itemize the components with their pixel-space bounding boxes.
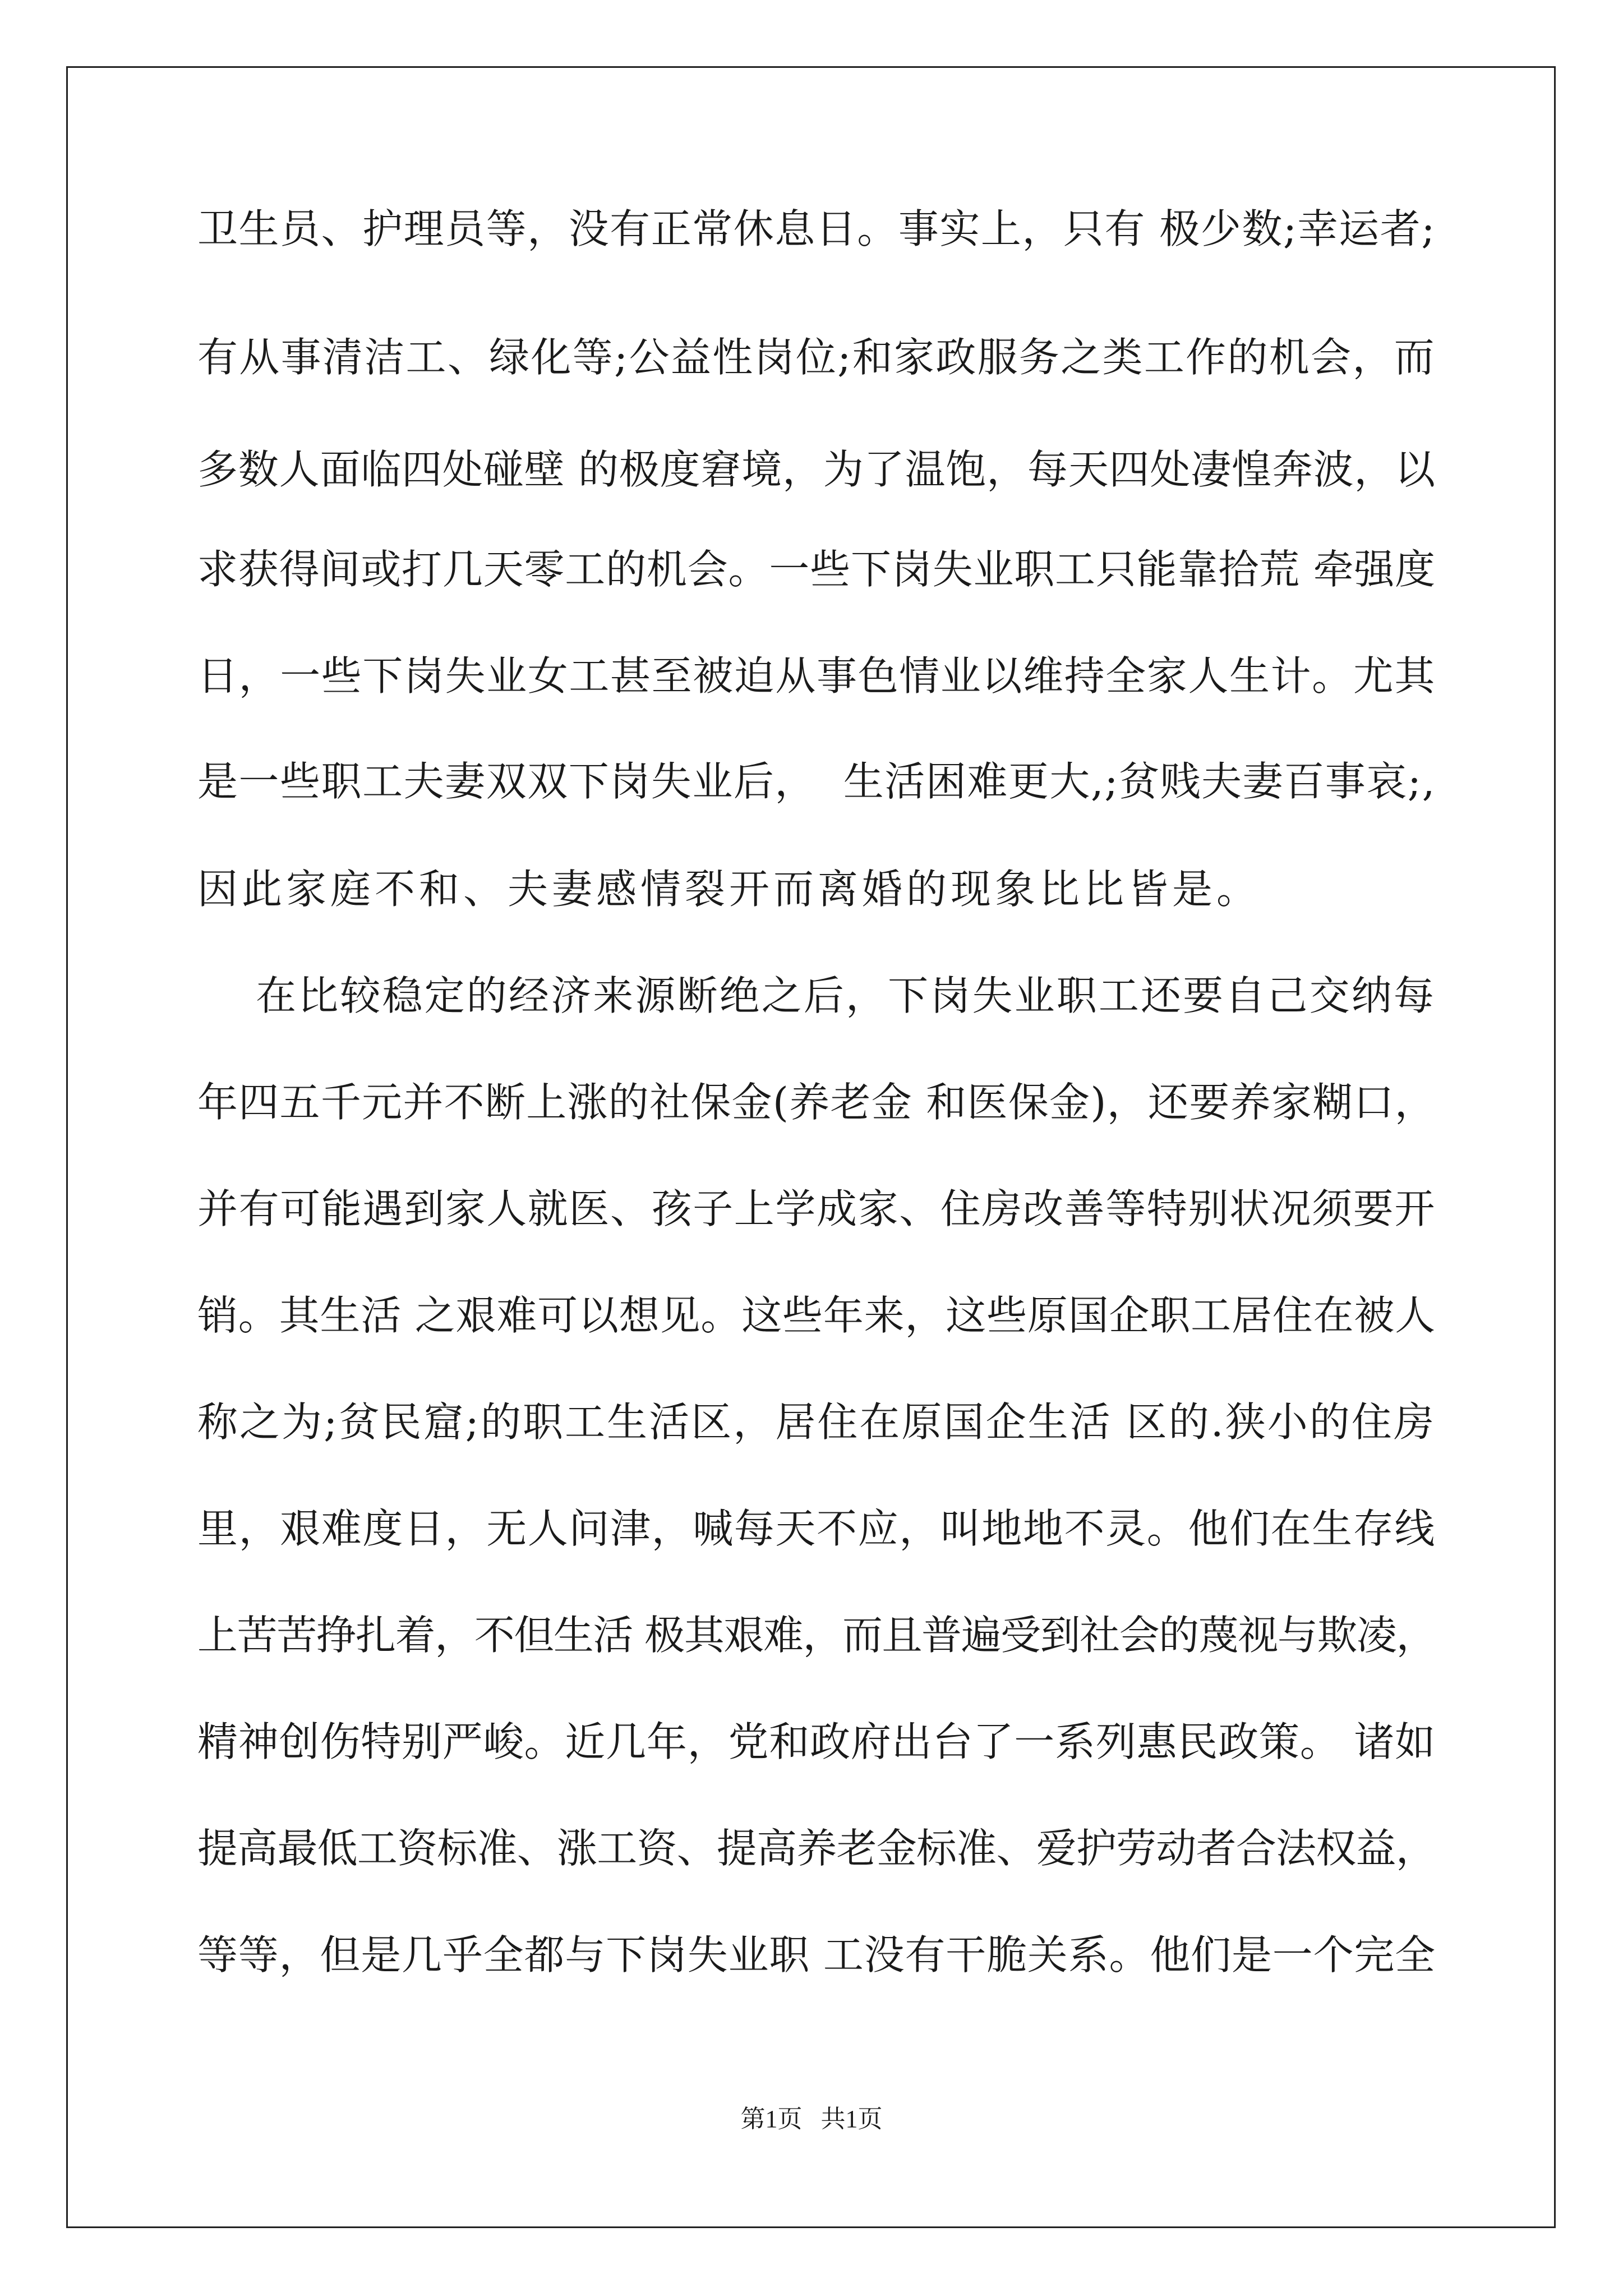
paragraph-line: 称之为;贫民窟;的职工生活区，居住在原国企生活 区的.狭小的住房 [197, 1398, 1436, 1446]
paragraph-line: 里，艰难度日，无人问津，喊每天不应，叫地地不灵。他们在生存线 [197, 1505, 1436, 1552]
paragraph-line: 日，一些下岗失业女工甚至被迫从事色情业以维持全家人生计。尤其 [197, 652, 1436, 700]
paragraph-line: 销。其生活 之艰难可以想见。这些年来，这些原国企职工居住在被人 [197, 1292, 1436, 1339]
page-number-footer: 第1页 共1页 [740, 2105, 883, 2133]
paragraph-line: 求获得间或打几天零工的机会。一些下岗失业职工只能靠拾荒 牵强度 [197, 546, 1436, 593]
paragraph-line: 等等，但是几乎全都与下岗失业职 工没有干脆关系。他们是一个完全 [197, 1931, 1436, 1978]
page-border [66, 66, 1556, 2228]
paragraph-line: 因此家庭不和、夫妻感情裂开而离婚的现象比比皆是。 [197, 866, 1261, 913]
paragraph-line: 上苦苦挣扎着，不但生活 极其艰难，而且普遍受到社会的蔑视与欺凌， [197, 1612, 1436, 1659]
paragraph-line: 精神创伤特别严峻。近几年，党和政府出台了一系列惠民政策。 诸如 [197, 1718, 1436, 1765]
paragraph-line: 卫生员、护理员等，没有正常休息日。事实上，只有 极少数;幸运者; [197, 205, 1436, 252]
paragraph-line: 并有可能遇到家人就医、孩子上学成家、住房改善等特别状况须要开 [197, 1185, 1436, 1232]
paragraph-line: 多数人面临四处碰壁 的极度窘境，为了温饱，每天四处凄惶奔波，以 [197, 446, 1436, 493]
paragraph-line: 提高最低工资标准、涨工资、提高养老金标准、爱护劳动者合法权益， [197, 1825, 1436, 1872]
paragraph-line: 在比较稳定的经济来源断绝之后，下岗失业职工还要自己交纳每 [197, 972, 1436, 1019]
paragraph-line: 是一些职工夫妻双双下岗失业后， 生活困难更大,;贫贱夫妻百事哀;, [197, 758, 1436, 805]
paragraph-line: 有从事清洁工、绿化等;公益性岗位;和家政服务之类工作的机会，而 [197, 334, 1436, 381]
paragraph-line: 年四五千元并不断上涨的社保金(养老金 和医保金)，还要养家糊口， [197, 1079, 1436, 1126]
